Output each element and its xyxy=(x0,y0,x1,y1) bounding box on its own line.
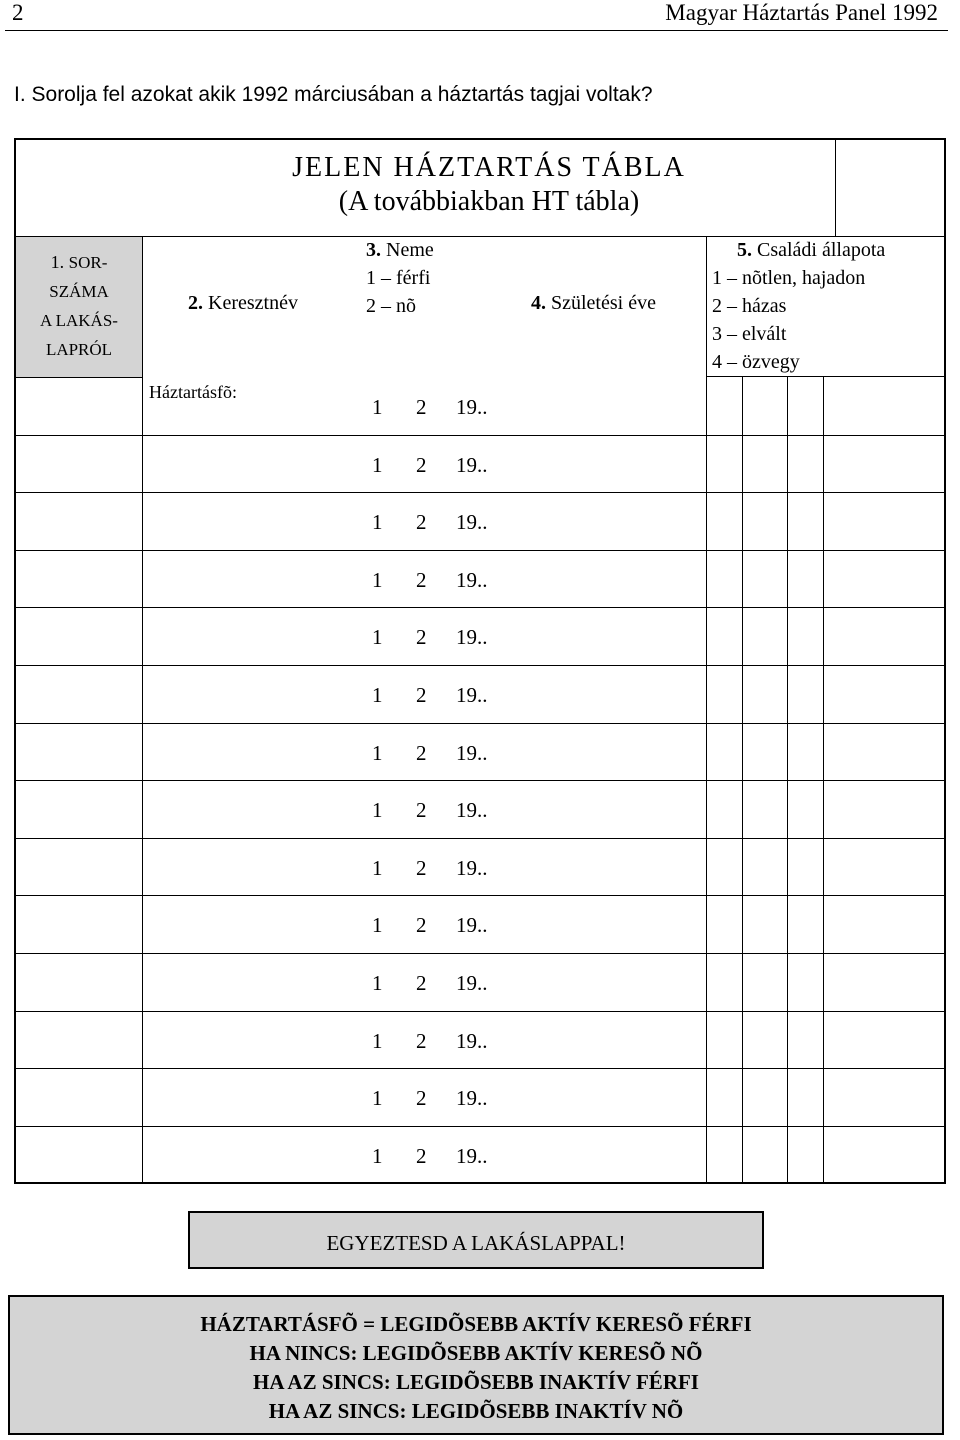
rule-line: HA AZ SINCS: LEGIDÕSEBB INAKTÍV NÕ xyxy=(268,1399,684,1423)
rule-line: HÁZTARTÁSFÕ = LEGIDÕSEBB AKTÍV KERESÕ FÉRFI xyxy=(200,1312,752,1336)
col5-number: 5. xyxy=(737,239,752,261)
sex-option-male[interactable]: 1 xyxy=(372,971,383,995)
table-row-divider xyxy=(16,435,944,436)
birth-year-field[interactable]: 19.. xyxy=(456,1086,488,1110)
table-row-divider xyxy=(16,1011,944,1012)
table-row xyxy=(372,453,488,478)
col1-header-rule xyxy=(16,377,142,378)
table-row-divider xyxy=(16,895,944,896)
sex-option-female[interactable]: 2 xyxy=(416,1029,427,1053)
table-title: JELEN HÁZTARTÁS TÁBLA xyxy=(292,152,686,183)
col2-number: 2. xyxy=(188,292,203,314)
col4-number: 4. xyxy=(531,292,546,314)
col5-header xyxy=(712,236,885,376)
sex-option-male[interactable]: 1 xyxy=(372,913,383,937)
birth-year-field[interactable]: 19.. xyxy=(456,568,488,592)
col3-header xyxy=(366,236,434,320)
table-row xyxy=(372,1029,488,1054)
table-row-divider xyxy=(16,665,944,666)
birth-year-field[interactable]: 19.. xyxy=(456,625,488,649)
table-subtitle: (A továbbiakban HT tábla) xyxy=(338,186,640,217)
col5-option-3: 3 – elvált xyxy=(712,323,787,345)
birth-year-field[interactable]: 19.. xyxy=(456,798,488,822)
sex-option-female[interactable]: 2 xyxy=(416,913,427,937)
birth-year-field[interactable]: 19.. xyxy=(456,1144,488,1168)
col5-box-divider-1 xyxy=(742,377,743,1183)
col1-number: 1. xyxy=(50,252,65,272)
col5-box-divider-2 xyxy=(787,377,788,1183)
page-number: 2 xyxy=(12,0,24,25)
col3-label: Neme xyxy=(386,239,434,261)
col1-divider xyxy=(142,236,143,1183)
sex-option-female[interactable]: 2 xyxy=(416,395,427,419)
birth-year-field[interactable]: 19.. xyxy=(456,1029,488,1053)
sex-option-female[interactable]: 2 xyxy=(416,510,427,534)
col5-box-divider-3 xyxy=(823,377,824,1183)
table-row-divider xyxy=(16,780,944,781)
table-row xyxy=(372,1086,488,1111)
sex-option-male[interactable]: 1 xyxy=(372,625,383,649)
rule-line: HA NINCS: LEGIDÕSEBB AKTÍV KERESÕ NÕ xyxy=(249,1341,703,1365)
col3-number: 3. xyxy=(366,239,381,261)
table-row-divider xyxy=(16,492,944,493)
table-row xyxy=(372,568,488,593)
sex-option-male[interactable]: 1 xyxy=(372,1029,383,1053)
table-row xyxy=(372,741,488,766)
sex-option-female[interactable]: 2 xyxy=(416,741,427,765)
birth-year-field[interactable]: 19.. xyxy=(456,510,488,534)
birth-year-field[interactable]: 19.. xyxy=(456,913,488,937)
birth-year-field[interactable]: 19.. xyxy=(456,453,488,477)
sex-option-female[interactable]: 2 xyxy=(416,683,427,707)
table-row xyxy=(372,856,488,881)
header-rule xyxy=(5,30,948,31)
col3-option-2: 2 – nõ xyxy=(366,295,416,317)
col2-label: Keresztnév xyxy=(208,292,298,314)
table-row-divider xyxy=(16,607,944,608)
rule-line: HA AZ SINCS: LEGIDÕSEBB INAKTÍV FÉRFI xyxy=(253,1370,699,1394)
sex-option-male[interactable]: 1 xyxy=(372,1144,383,1168)
birth-year-field[interactable]: 19.. xyxy=(456,971,488,995)
table-row-divider xyxy=(16,1126,944,1127)
col1-line4: LAPRÓL xyxy=(45,340,113,359)
head-of-household-label: Háztartásfõ: xyxy=(149,382,237,402)
table-row-divider xyxy=(16,953,944,954)
col1-line1: SOR- xyxy=(68,253,108,272)
sex-option-male[interactable]: 1 xyxy=(372,453,383,477)
table-row xyxy=(372,1144,488,1169)
table-row-divider xyxy=(16,550,944,551)
sex-option-male[interactable]: 1 xyxy=(372,741,383,765)
col5-option-4: 4 – özvegy xyxy=(712,351,800,373)
table-row-divider xyxy=(16,838,944,839)
table-row-divider xyxy=(16,1068,944,1069)
reconcile-notice: EGYEZTESD A LAKÁSLAPPAL! xyxy=(188,1211,764,1269)
sex-option-female[interactable]: 2 xyxy=(416,1144,427,1168)
birth-year-field[interactable]: 19.. xyxy=(456,856,488,880)
col4-header xyxy=(531,292,656,315)
col5-option-1: 1 – nõtlen, hajadon xyxy=(712,267,866,289)
sex-option-female[interactable]: 2 xyxy=(416,625,427,649)
table-row-divider xyxy=(16,723,944,724)
sex-option-male[interactable]: 1 xyxy=(372,798,383,822)
col4-divider xyxy=(706,236,707,1183)
sex-option-female[interactable]: 2 xyxy=(416,1086,427,1110)
table-row xyxy=(372,798,488,823)
sex-option-female[interactable]: 2 xyxy=(416,453,427,477)
col1-header xyxy=(16,248,142,364)
table-row xyxy=(372,625,488,650)
col2-header xyxy=(188,292,298,315)
sex-option-male[interactable]: 1 xyxy=(372,510,383,534)
col3-option-1: 1 – férfi xyxy=(366,267,431,289)
question-text: I. Sorolja fel azokat akik 1992 márciusában a háztartás tagjai voltak? xyxy=(14,83,653,106)
table-row xyxy=(372,510,488,535)
table-row xyxy=(372,913,488,938)
rules-box xyxy=(8,1295,944,1435)
page-title: Magyar Háztartás Panel 1992 xyxy=(665,0,938,25)
sex-option-male[interactable]: 1 xyxy=(372,683,383,707)
sex-option-female[interactable]: 2 xyxy=(416,568,427,592)
sex-option-male[interactable]: 1 xyxy=(372,568,383,592)
birth-year-field[interactable]: 19.. xyxy=(456,741,488,765)
table-row xyxy=(372,971,488,996)
sex-option-female[interactable]: 2 xyxy=(416,856,427,880)
sex-option-female[interactable]: 2 xyxy=(416,798,427,822)
birth-year-field[interactable]: 19.. xyxy=(456,395,488,419)
col5-option-2: 2 – házas xyxy=(712,295,787,317)
col1-line3: A LAKÁS- xyxy=(40,311,118,330)
col1-line2: SZÁMA xyxy=(49,282,109,301)
col4-label: Születési éve xyxy=(551,292,656,314)
sex-option-male[interactable]: 1 xyxy=(372,856,383,880)
sex-option-male[interactable]: 1 xyxy=(372,1086,383,1110)
sex-option-female[interactable]: 2 xyxy=(416,971,427,995)
table-row xyxy=(372,395,488,420)
table-row xyxy=(372,683,488,708)
sex-option-male[interactable]: 1 xyxy=(372,395,383,419)
col5-label: Családi állapota xyxy=(757,239,886,261)
birth-year-field[interactable]: 19.. xyxy=(456,683,488,707)
